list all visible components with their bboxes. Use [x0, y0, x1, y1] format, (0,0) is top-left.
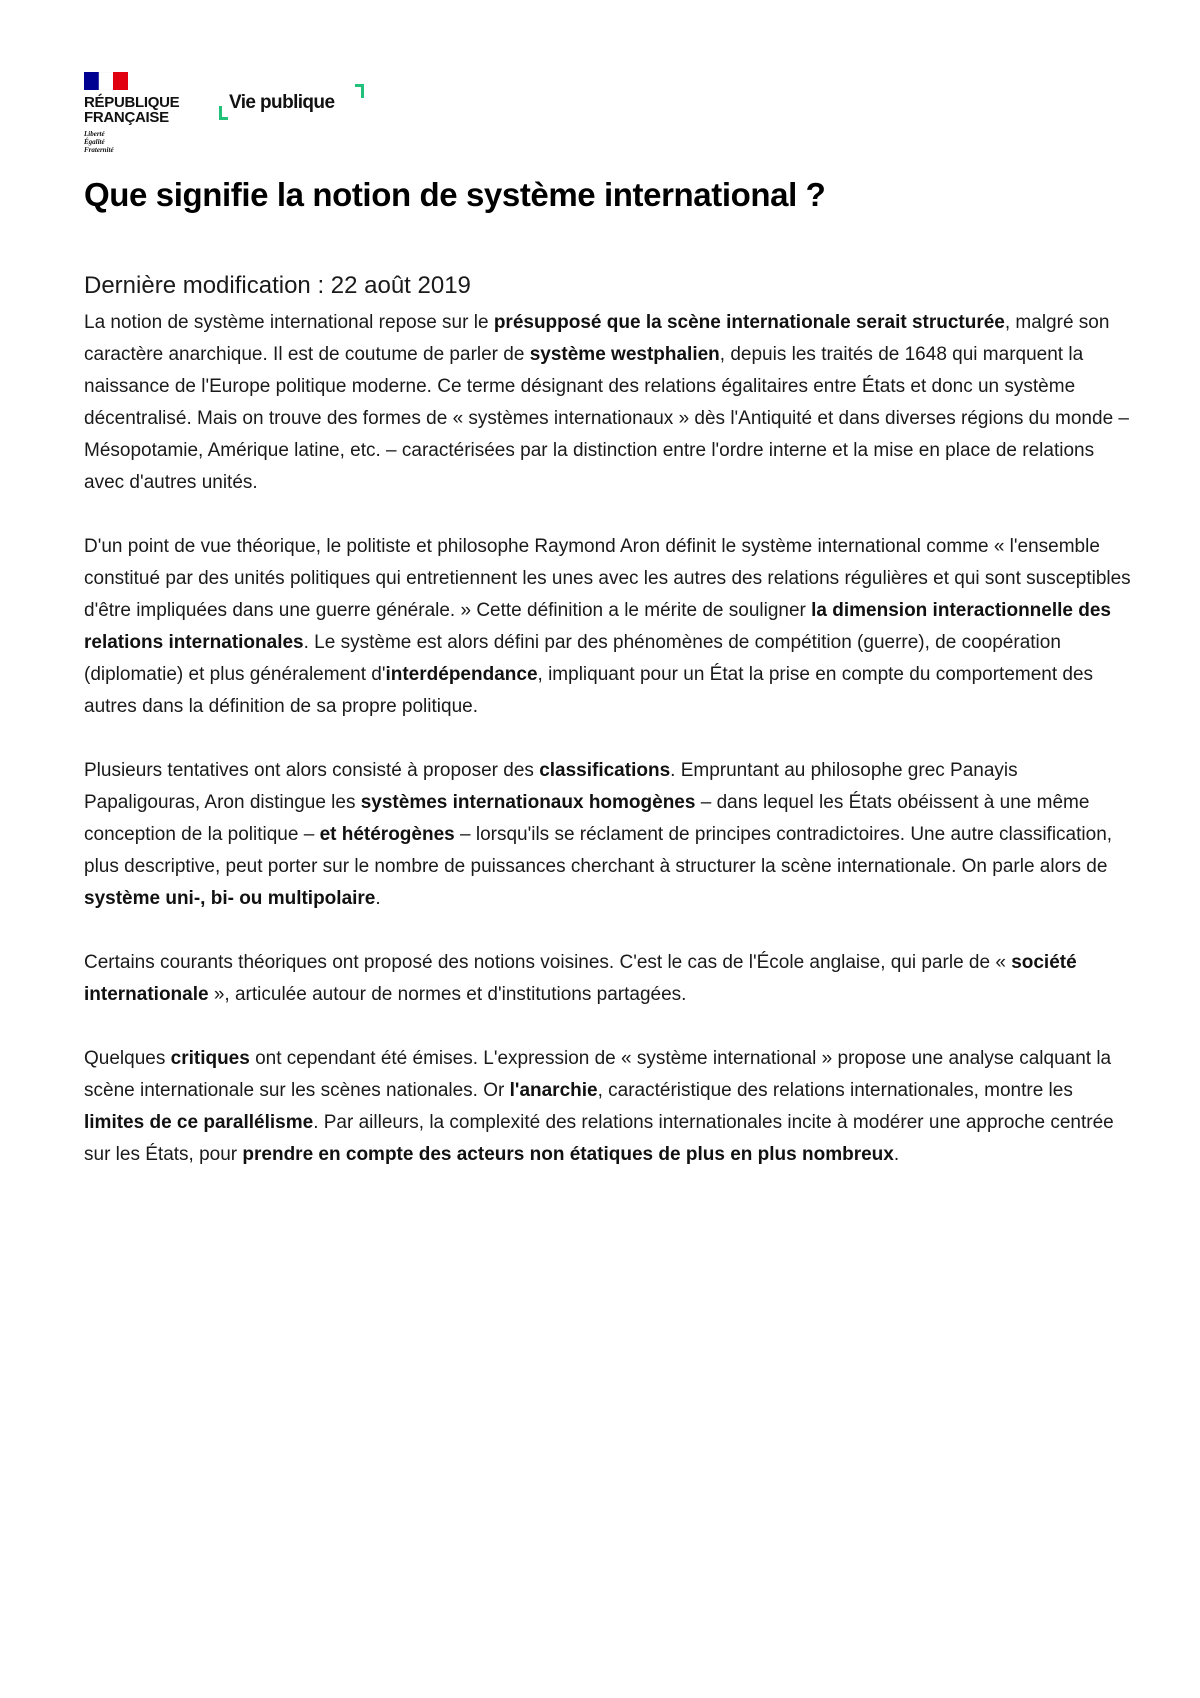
emphasis-text: et hétérogènes: [319, 824, 455, 845]
vie-publique-wordmark: Vie publique: [229, 92, 335, 113]
rf-line-1: RÉPUBLIQUE: [84, 94, 180, 111]
devise-egalite: Égalité: [84, 138, 105, 146]
emphasis-text: présupposé que la scène internationale serait structurée: [493, 312, 1005, 333]
text-run: Quelques: [84, 1048, 171, 1069]
text-run: – lorsqu'ils se réclament de principes contradictoires. Une autre classification, plus descriptive, peut porter sur le nombre de puissances cherchant à structurer la scène internationale. On parle alors de: [84, 824, 1113, 877]
text-run: – dans lequel les États obéissent à une même conception de la politique –: [84, 792, 1090, 845]
text-run: , impliquant pour un État la prise en compte du comportement des autres dans la définition de sa propre politique.: [84, 664, 1094, 717]
text-run: , depuis les traités de 1648 qui marquent la naissance de l'Europe politique moderne. Ce terme désignant des relations égalitaires entre États et donc un système décentralisé. Mais on trouve des formes de « systèmes internationaux » dès l'Antiquité et dans diverses régions du monde – Mésopotamie, Amérique latine, etc. – caractérisées par la distinction entre l'ordre interne et la mise en place de relations avec d'autres unités.: [84, 344, 1129, 493]
page-header: [84, 72, 484, 162]
text-run: . Empruntant au philosophe grec Panayis Papaligouras, Aron distingue les: [84, 760, 1018, 813]
devise-liberte: Liberté: [84, 130, 105, 138]
text-run: D'un point de vue théorique, le politiste et philosophe Raymond Aron définit le système international comme « l'ensemble constitué par des unités politiques qui entretiennent les unes avec les autres des relations régulières et qui sont susceptibles d'être impliquées dans une guerre générale. » Cette définition a le mérite de souligner: [84, 536, 1131, 621]
paragraph: [84, 531, 1132, 723]
emphasis-text: critiques: [170, 1048, 250, 1069]
bracket-bottom-left-icon: [219, 106, 228, 120]
emphasis-text: prendre en compte des acteurs non étatiques de plus en plus nombreux: [242, 1144, 894, 1165]
bracket-top-right-icon: [355, 84, 364, 98]
emphasis-text: classifications: [539, 760, 671, 781]
emphasis-text: société internationale: [84, 952, 1077, 1005]
text-run: Certains courants théoriques ont proposé des notions voisines. C'est le cas de l'École anglaise, qui parle de «: [84, 952, 1012, 973]
emphasis-text: la dimension interactionnelle des relations internationales: [84, 600, 1111, 653]
emphasis-text: système uni-, bi- ou multipolaire: [84, 888, 376, 909]
paragraph: [84, 307, 1132, 499]
text-run: . Par ailleurs, la complexité des relations internationales incite à modérer une approche centrée sur les États, pour: [84, 1112, 1114, 1165]
devise-fraternite: Fraternité: [84, 146, 114, 154]
last-modified: Dernière modification : 22 août 2019: [84, 272, 471, 299]
emphasis-text: systèmes internationaux homogènes: [360, 792, 696, 813]
rf-line-2: FRANÇAISE: [84, 109, 169, 126]
emphasis-text: interdépendance: [385, 664, 538, 685]
text-run: », articulée autour de normes et d'institutions partagées.: [208, 984, 687, 1005]
text-run: ont cependant été émises. L'expression de « système international » propose une analyse calquant la scène internationale sur les scènes nationales. Or: [84, 1048, 1112, 1101]
text-run: La notion de système international repose sur le: [84, 312, 494, 333]
emphasis-text: système westphalien: [529, 344, 720, 365]
vie-publique-logo[interactable]: [219, 84, 364, 120]
page-title: Que signifie la notion de système international ?: [84, 176, 826, 213]
text-run: , malgré son caractère anarchique. Il est de coutume de parler de: [84, 312, 1110, 365]
text-run: . Le système est alors défini par des phénomènes de compétition (guerre), de coopération (diplomatie) et plus généralement d': [84, 632, 1061, 685]
text-run: .: [893, 1144, 900, 1165]
paragraph: [84, 1043, 1132, 1171]
emphasis-text: l'anarchie: [509, 1080, 598, 1101]
marianne-flag-icon: [84, 72, 128, 90]
article-body: [84, 307, 1132, 1203]
text-run: , caractéristique des relations internationales, montre les: [597, 1080, 1073, 1101]
flag-red-band: [113, 72, 128, 90]
emphasis-text: limites de ce parallélisme: [84, 1112, 314, 1133]
paragraph: [84, 755, 1132, 915]
republique-francaise-logo: [84, 72, 194, 154]
paragraph: [84, 947, 1132, 1011]
text-run: Plusieurs tentatives ont alors consisté à proposer des: [84, 760, 540, 781]
text-run: .: [375, 888, 381, 909]
flag-blue-band: [84, 72, 99, 90]
